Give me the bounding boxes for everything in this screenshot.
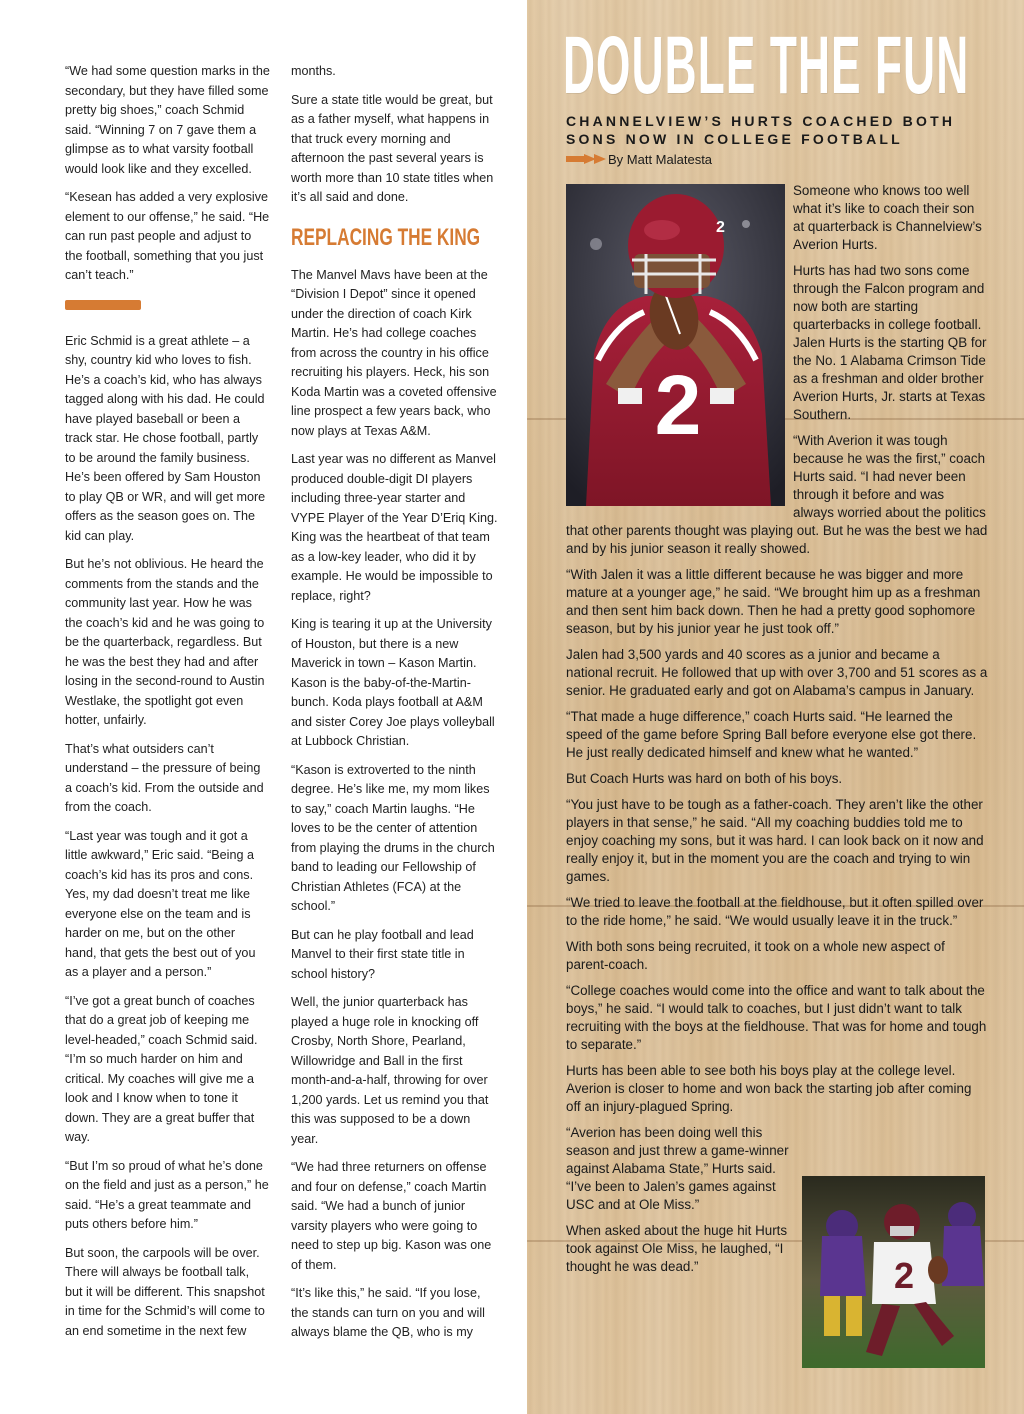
paragraph: “College coaches would come into the office and want to talk about the boys,” he said. “I would talk to coaches, but I just didn’t want to talk recruiting with the boys at the fieldhouse. That was for home and tough to separate.” bbox=[566, 983, 987, 1052]
paragraph: But soon, the carpools will be over. There will always be football talk, but it will be different. This snapshot in time for the Schmid’s will come to an end sometime in the next few bbox=[65, 1245, 265, 1338]
byline: By Matt Malatesta bbox=[608, 151, 713, 167]
helmet-number: 2 bbox=[716, 219, 725, 236]
paragraph: But Coach Hurts was hard on both of his boys. bbox=[566, 771, 843, 786]
paragraph: “Kason is extroverted to the ninth degree. He’s like me, my mom likes to say,” coach Martin laughs. “He loves to be the center of attention from playing the drums in the church band to leading our Fellowship of Christian Athletes (FCA) at the school.” bbox=[291, 762, 495, 913]
jersey-number: 2 bbox=[893, 1255, 915, 1296]
paragraph: “I’ve got a great bunch of coaches that do a great job of keeping me level-headed,” coach Schmid said. “I’m so much harder on him and critical. My coaches will give me a look and I know when to tone it down. They are a great buffer that way. bbox=[65, 993, 258, 1144]
paragraph: “Last year was tough and it got a little awkward,” Eric said. “Being a coach’s kid has its pros and cons. Yes, my dad doesn’t treat me like everyone else on the team and is harder on me, but on the other hand, that gets the best out of you as a player and a person.” bbox=[65, 828, 256, 979]
paragraph: “It’s like this,” he said. “If you lose, the stands can turn on you and will always blame the QB, who is my bbox=[291, 1286, 485, 1339]
paragraph: With both sons being recruited, it took on a whole new aspect of parent-coach. bbox=[566, 939, 945, 972]
paragraph: That’s what outsiders can’t understand – the pressure of being a coach’s kid. From the outside and from the coach. bbox=[65, 741, 264, 814]
byline-row bbox=[566, 150, 712, 168]
paragraph: “With Averion it was tough because he was the first,” coach Hurts said. “I had never been through it before and was always worried about the politics that other parents thought was playing out. But he was the best we had and by his junior season it really showed. bbox=[566, 433, 988, 556]
paragraph: Hurts has been able to see both his boys play at the college level. Averion is closer to home and won back the starting job after coming off an injury-plagued Spring. bbox=[566, 1063, 972, 1114]
chevron-arrows-icon bbox=[566, 154, 604, 164]
paragraph: “Kesean has added a very explosive element to our offense,” he said. “He can run past people and adjust to the football, something that you just can’t teach.” bbox=[65, 190, 270, 282]
paragraph: When asked about the huge hit Hurts took against Ole Miss, he laughed, “I thought he was dead.” bbox=[566, 1223, 788, 1274]
paragraph: months. bbox=[291, 64, 336, 78]
paragraph: Sure a state title would be great, but as a father myself, what happens in that truck every morning and afternoon the past several years is worth more than 10 state titles when it’s all said and done. bbox=[291, 92, 494, 204]
photo-spacer bbox=[792, 1124, 988, 1320]
feature-body bbox=[566, 182, 988, 1320]
paragraph: “Averion has been doing well this season and just threw a game-winner against Alabama State,” Hurts said. “I’ve been to Jalen’s games against USC and at Ole Miss.” bbox=[566, 1125, 789, 1212]
paragraph: But he’s not oblivious. He heard the comments from the stands and the community last year. How he was the coach’s kid and he was going to be the quarterback, regardless. But he was the best they had and after losing in the second-round to Austin Westlake, the spotlight got even hotter, unfairly. bbox=[65, 557, 265, 727]
feature-title-text: DOUBLE THE FUN bbox=[563, 26, 970, 104]
paragraph: The Manvel Mavs have been at the “Division I Depot” since it opened under the direction of coach Kirk Martin. He’s had college coaches from across the country in his office recruiting his players. Heck, his son Koda Martin was a coveted offensive line prospect a few years back, who now plays at Texas A&M. bbox=[291, 267, 497, 438]
jersey-number: 2 bbox=[654, 358, 702, 452]
feature-title bbox=[563, 26, 993, 104]
photo-spacer bbox=[566, 182, 793, 508]
orange-divider-bar bbox=[65, 300, 141, 310]
paragraph: But can he play football and lead Manvel to their first state title in school history? bbox=[291, 927, 474, 981]
paragraph: Hurts has had two sons come through the Falcon program and now both are starting quarterbacks in college football. Jalen Hurts is the starting QB for the No. 1 Alabama Crimson Tide as a freshman and older brother Averion Hurts, Jr. starts at Texas Southern. bbox=[793, 263, 987, 422]
middle-column bbox=[291, 62, 501, 1352]
feature-subtitle: CHANNELVIEW’S HURTS COACHED BOTH SONS NOW IN COLLEGE FOOTBALL bbox=[566, 113, 956, 147]
paragraph: “We tried to leave the football at the fieldhouse, but it often spilled over to the ride home,” he said. “We would usually leave it in the truck.” bbox=[566, 895, 984, 928]
paragraph: King is tearing it up at the University of Houston, but there is a new Maverick in town – Kason Martin. Kason is the baby-of-the-Martin-bunch. Koda plays football at A&M and sister Corey Joe plays volleyball at Lubbock Christian. bbox=[291, 617, 495, 748]
paragraph: “But I’m so proud of what he’s done on the field and just as a person,” he said. “He’s a great teammate and puts others before him.” bbox=[65, 1158, 269, 1231]
paragraph: “You just have to be tough as a father-coach. They aren’t like the other players in that sense,” he said. “All my coaching buddies told me to enjoy coaching my sons, but it was hard. I can look back on it now and really enjoy it, but in the moment you are the coach and trying to win games. bbox=[566, 797, 984, 884]
paragraph: Someone who knows too well what it’s like to coach their son at quarterback is Channelview’s Averion Hurts. bbox=[793, 183, 982, 252]
paragraph: Eric Schmid is a great athlete – a shy, country kid who loves to fish. He’s a coach’s kid, who has always tagged along with his dad. He could have played baseball or been a track star. He chose football, partly to be around the family business. He’s been offered by Sam Houston to play QB or WR, and will get more offers as the season goes on. The kid can play. bbox=[65, 333, 266, 543]
paragraph: “With Jalen it was a little different because he was bigger and more mature at a younger age,” he said. “We brought him up as a freshman and then sent him back down. Then he had a pretty good sophomore season, but by his junior year he just took off.” bbox=[566, 567, 981, 636]
paragraph: Jalen had 3,500 yards and 40 scores as a junior and became a national recruit. He followed that up with over 3,700 and 51 scores as a senior. He graduated early and got on Alabama’s campus in January. bbox=[566, 647, 988, 698]
paragraph: “We had some question marks in the secondary, but they have filled some pretty big shoes,” coach Schmid said. “Winning 7 on 7 gave them a glimpse as to what varsity football would look like and they excelled. bbox=[65, 64, 270, 176]
section-subhead: REPLACING THE KING bbox=[291, 223, 481, 251]
paragraph: Last year was no different as Manvel produced double-digit DI players including three-year starter and VYPE Player of the Year D’Eriq King. King was the heartbeat of that team as a low-key leader, who did it by example. He would be impossible to replace, right? bbox=[291, 452, 498, 603]
paragraph: “We had three returners on offense and four on defense,” coach Martin said. “We had a bunch of junior varsity players who were going to need to step up big. Kason was one of them. bbox=[291, 1160, 492, 1272]
paragraph: Well, the junior quarterback has played a huge role in knocking off Crosby, North Shore, Pearland, Willowridge and Ball in the first month-and-a-half, throwing for over 1,200 yards. Let us remind you that this was supposed to be a down year. bbox=[291, 995, 489, 1146]
paragraph: “That made a huge difference,” coach Hurts said. “He learned the speed of the game before Spring Ball before everyone else got there. He just really dedicated himself and knew what he wanted.” bbox=[566, 709, 977, 760]
left-column bbox=[65, 62, 270, 1350]
